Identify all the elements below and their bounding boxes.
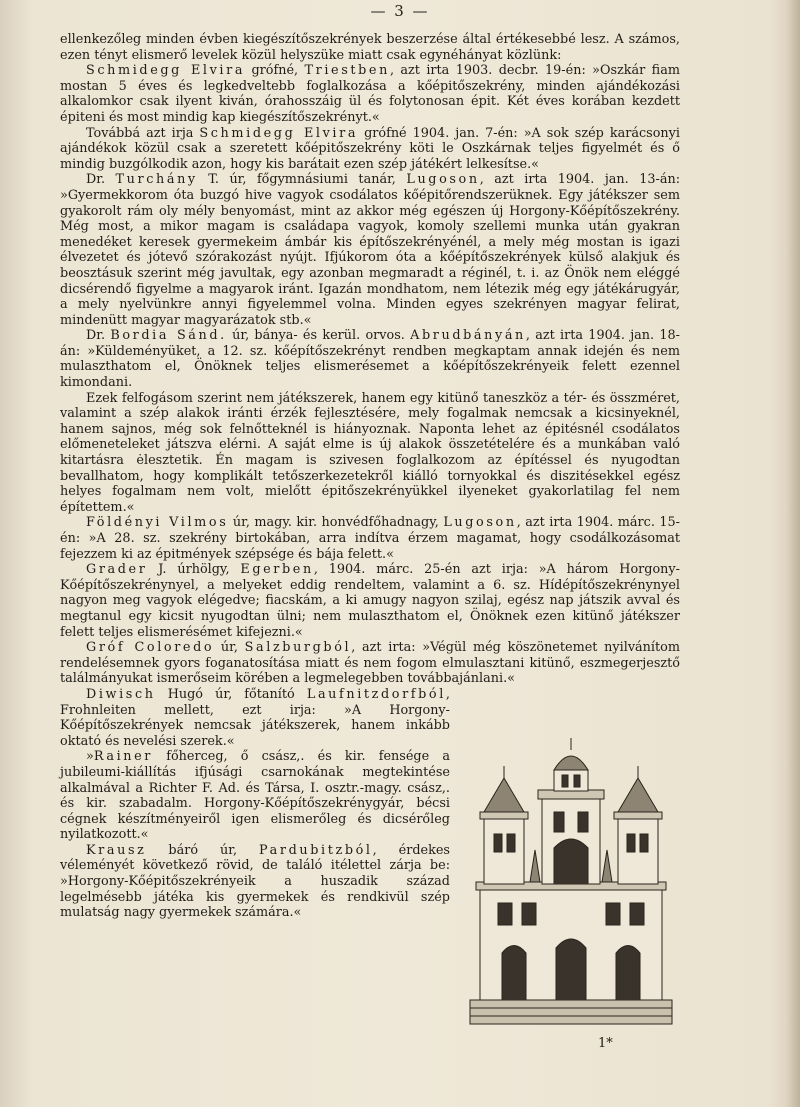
person-name: Schmidegg Elvira (199, 125, 359, 141)
paragraph-krausz: Krausz báró úr, Pardubitzból, érdekes véleményét következő rövid, de találó itélettel zárja be: »Horgony-Kőépitőszekrényeik a huszadik század legelmésebb játéka kis gyermekek és rendkivül szép mulatság nagy gyermekek számára.« (60, 842, 450, 921)
paragraph-bordia-cont: Ezek felfogásom szerint nem játékszerek, hanem egy kitünő taneszköz a tér- és összméret, valamint a szép alakok iránti érzék fejlesztésére, mely fogalmak nemcsak a kicsinyeknél, hanem sajnos, még sok felnőtteknél is hiányoznak. Naponta lehet az épitésnél csodálatos előmeneteleket játszva elérni. A saját elme is új alakok összetételére és a munkában való kitartásra ėlesztetik. Én magam is szivesen foglalkozom az építéssel és nyugodtan bevallhatom, hogy komplikált tetőszerkezetekről kiálló tornyokkal és diszitésekkel egész helyes fogalmam nem volt, mielőtt épitőszekrényükkel ilyeneket gyakorlatilag fel nem építettem.« (60, 390, 680, 515)
paragraph-foldenyi: Földényi Vilmos úr, magy. kir. honvédfőhadnagy, Lugoson, azt irta 1904. márc. 15-én: »A 28. sz. szekrény birtokában, arra indítva érzem magamat, hogy csodálkozásomat fejezzem ki az épitmények szépsége és bája felett.« (60, 515, 680, 562)
page-number: — 3 — (370, 2, 430, 20)
person-name: Grader (86, 562, 148, 578)
castle-building-illustration (462, 738, 680, 1028)
person-name: Schmidegg Elvira (86, 63, 246, 79)
paragraph-coloredo: Gróf Coloredo úr, Salzburgból, azt irta: »Végül még köszönetemet nyilvánítom rendelésemnek gyors foganatosítása miatt és nem fogom elmulasztani kitünő, eszmegerjesztő találmányukat ismerőseim körében a legmelegebben továbbajánlani.« (60, 640, 680, 687)
place-name: Triestben (304, 63, 390, 79)
person-name: Turchány (115, 172, 198, 188)
place-name: Egerben (240, 562, 314, 578)
paragraph-grader: Grader J. úrhölgy, Egerben, 1904. márc. 25-én azt irja: »A három Horgony-Kőépítőszekrénynyel, a melyeket eddig rendeltem, valamint a 6. sz. Hídépítőszekrénynyel nagyon meg vagyok elégedve; fiacskám, a ki amugy nagyon szilaj, egész nap játszik avval és megtanul egy kicsit nyugodtan ülni; nem mulaszthatom el, Önöknek ezen kitünő játékszer felett teljes elismerésémet kifejezni.« (60, 562, 680, 640)
paragraph-rainer: »Rainer főherceg, ő csász,. és kir. fensége a jubileumi-kiállítás ifjúsági csarnokának megtekintése alkalmával a Richter F. Ad. és Társa, I. osztr.-magy. csász,. és kir. szabadalm. Horgony-Kőépítőszekrénygyár, bécsi cégnek készítményeiről igen elismerőleg és dicsérőleg nyilatkozott.« (60, 749, 450, 843)
person-name: Diwisch (86, 686, 156, 702)
paragraph-schmidegg-1: Schmidegg Elvira grófné, Triestben, azt irta 1903. decbr. 19-én: »Oszkár fiam mostan 5 éves és legkedveltebb foglalkozása a kőépitőszekrény, minden ajándékozási alkalomkor csak ilyent kiván, órahosszáig ül és folytonosan épit. Két éves korában kezdett épiteni és most mindig kap kiegészítőszekrényt.« (60, 63, 680, 125)
paragraph-schmidegg-2: Továbbá azt irja Schmidegg Elvira grófné 1904. jan. 7-én: »A sok szép karácsonyi ajándékok közül csak a szeretett kőépitőszekrény köti le Oszkárnak teljes figyelmét és ő mindig buzgólkodik azon, hogy kis barátait ezen szép játékért lelkesítse.« (60, 125, 680, 172)
person-name: Bordia Sánd. (110, 328, 227, 344)
paragraph-bordia: Dr. Bordia Sánd. úr, bánya- és kerül. orvos. Abrudbányán, azt irta 1904. jan. 18-án: »Küldeményüket, a 12. sz. kőépítőszekrényt rendben megkaptam annak idején és nem mulaszthatom el, Önöknek teljes elismerésemet a kőépítőszekrényeik felett ezennel kimondani. (60, 328, 680, 391)
place-name: Lugoson (443, 515, 517, 531)
paragraph-turchany: Dr. Turchány T. úr, főgymnásiumi tanár, Lugoson, azt irta 1904. jan. 13-án: »Gyermekkorom óta buzgó hive vagyok csodálatos kőépitőrendszerüknek. Egy játékszer sem gyakorolt rám oly mély benyomást, mint az akkor még egészen új Horgony-Kőépítőszekrény. Még most, a mikor magam is családapa vagyok, komoly szellemi munka után gyakran menedéket keresek gyermekeim ámbár kis építőszekrényénél, a mely még mostan is igazi élvezetet és jótevő szórakozást nyújt. Ifjúkorom óta a kőépítőszekrények külső alakjuk és beosztásuk szerint még javultak, egy azonban megmaradt a réginél, t. i. az Önök nem eléggé dicsérendő figyelme a magyarok iránt. Igazán mondhatom, nem létezik még egy játékárugyár, a mely nyelvünkre annyi figyelemmel volna. Minden egyes szekrényen magyar felirat, mindenütt magyar magyarázatok stb.« (60, 172, 681, 328)
place-name: Salzburgból (244, 640, 352, 656)
person-name: Rainer (93, 749, 154, 765)
page-edge-shadow (786, 0, 800, 1107)
place-name: Laufnitzdorfból (306, 686, 446, 702)
person-name: Krausz (86, 842, 147, 858)
place-name: Pardubitzból (259, 842, 373, 858)
place-name: Lugoson (406, 172, 480, 188)
place-name: Abrudbányán (410, 328, 526, 344)
paragraph-diwisch: Diwisch Hugó úr, főtanító Laufnitzdorfból, Frohnleiten mellett, ezt irja: »A Horgony-Kőépítőszekrények nemcsak játékszerek, hanem inkább oktató és nevelési szerek.« (60, 686, 450, 749)
person-name: Gróf Coloredo (86, 640, 215, 656)
paragraph-intro: ellenkezőleg minden évben kiegészítőszekrények beszerzése által értékesebbé lesz. A számos, ezen tényt elismerő levelek közül helyszüke miatt csak egynéhányat közlünk: (60, 32, 680, 63)
narrow-column (60, 687, 450, 921)
person-name: Földényi Vilmos (86, 515, 229, 531)
plate-mark: 1* (598, 1036, 613, 1051)
